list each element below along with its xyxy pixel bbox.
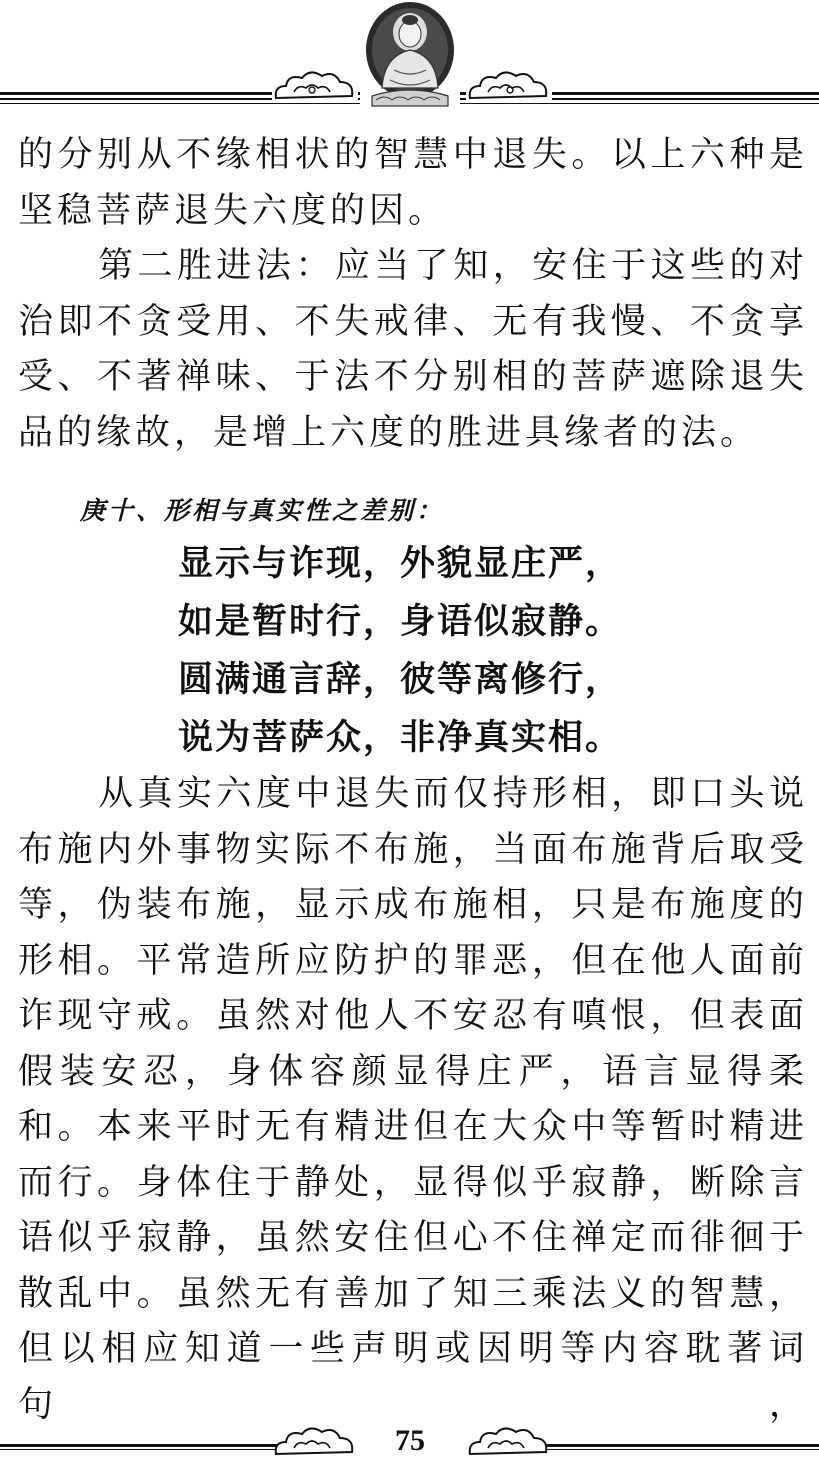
footer-rule: [530, 1449, 819, 1450]
cloud-ornament-icon: [466, 1424, 552, 1458]
root-verse: [178, 535, 808, 767]
verse-line: 显示与诈现，外貌显庄严，: [178, 544, 623, 584]
cloud-ornament-icon: [272, 1424, 358, 1458]
verse-line: 说为菩萨众，非净真实相。: [178, 718, 623, 758]
footer-rule: [0, 1449, 290, 1450]
cloud-ornament-icon: [466, 68, 552, 102]
page-number: 75: [395, 1424, 425, 1457]
page-footer: [0, 1418, 819, 1468]
footer-rule: [0, 1444, 290, 1447]
verse-line: 如是暂时行，身语似寂静。: [178, 602, 623, 642]
paragraph-commentary: 从真实六度中退失而仅持形相，即口头说布施内外事物实际不布施，当面布施背后取受等，伪装布施，显示成布施相，只是布施度的形相。平常造所应防护的罪恶，但在他人面前诈现守戒。虽然对他人不安忍有嗔恨，但表面假装安忍，身体容颜显得庄严，语言显得柔和。本来平时无有精进但在大众中等暂时精进而行。身体住于静处，显得似乎寂静，断除言语似乎寂静，虽然安住但心不住禅定而徘徊于散乱中。虽然无有善加了知三乘法义的智慧，但以相应知道一些声明或因明等内容耽著词句，: [18, 774, 808, 1425]
paragraph-second-advancement: 第二胜进法：应当了知，安住于这些的对治即不贪受用、不失戒律、无有我慢、不贪享受、不著禅味、于法不分别相的菩萨遮除退失品的缘故，是增上六度的胜进具缘者的法。: [18, 246, 808, 453]
paragraph-continued: 的分别从不缘相状的智慧中退失。以上六种是坚稳菩萨退失六度的因。: [18, 135, 808, 231]
footer-rule: [530, 1444, 819, 1447]
verse-line: 圆满通言辞，彼等离修行，: [178, 660, 623, 700]
page-header-ornament: [0, 0, 819, 118]
page-body: [18, 128, 808, 1433]
buddha-image-icon: [360, 0, 460, 112]
section-heading: 庚十、形相与真实性之差别：: [80, 496, 445, 525]
cloud-ornament-icon: [272, 68, 358, 102]
